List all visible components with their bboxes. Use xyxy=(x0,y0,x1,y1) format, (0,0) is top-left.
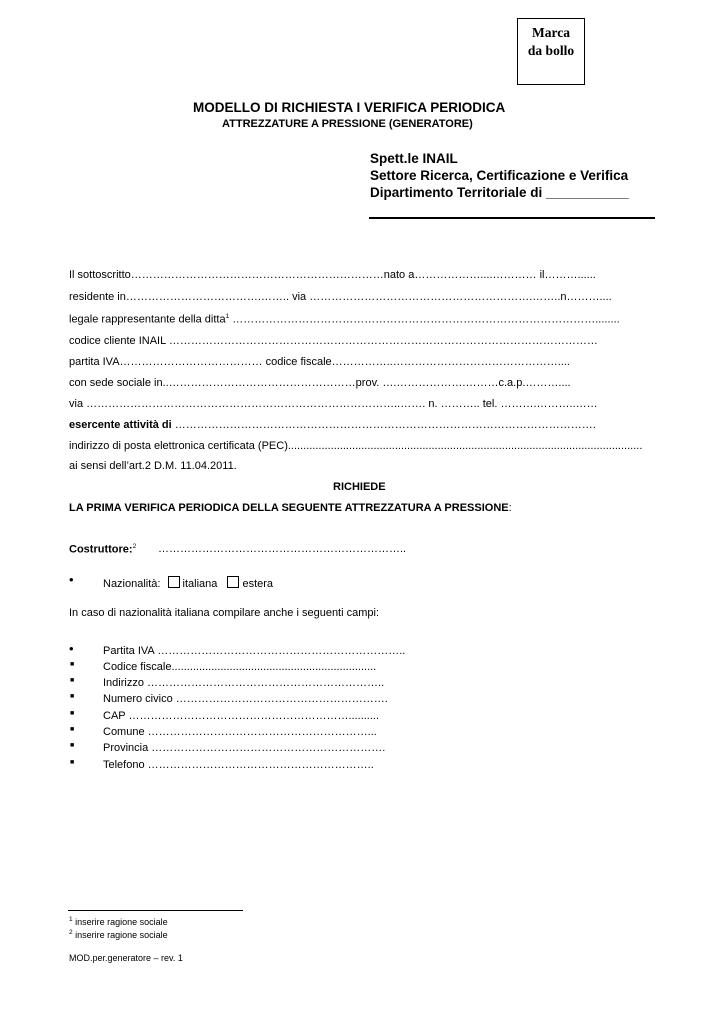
nazionalita-row xyxy=(103,576,273,590)
stamp-line-2: da bollo xyxy=(527,43,575,58)
campo-codice-fiscale[interactable]: Codice fiscale................................................................... xyxy=(103,661,377,673)
stamp-line-1: Marca xyxy=(532,25,570,40)
esercente-label: esercente attività di xyxy=(69,419,172,431)
document-subtitle: ATTREZZATURE A PRESSIONE (GENERATORE) xyxy=(222,118,473,130)
esercente-dots: ……………………………………………………………………………………………………. xyxy=(171,419,596,431)
field-legale-rappresentante[interactable] xyxy=(69,313,620,326)
field-sottoscritto[interactable]: Il sottoscritto……………………………………………………………nato a………………....………… il………...... xyxy=(69,269,596,281)
square-bullet-icon: ■ xyxy=(70,726,75,733)
request-statement-text: LA PRIMA VERIFICA PERIODICA DELLA SEGUENTE ATTREZZATURA A PRESSIONE xyxy=(69,502,509,514)
square-bullet-icon: ■ xyxy=(70,677,75,684)
bullet-icon: • xyxy=(69,572,74,587)
square-bullet-icon: ■ xyxy=(70,661,75,668)
recipient-line-3: Dipartimento Territoriale di ___________ xyxy=(370,185,629,200)
recipient-line-1: Spett.le INAIL xyxy=(370,151,458,166)
campo-provincia[interactable]: Provincia ………………………………………………………. xyxy=(103,742,386,754)
recipient-underline xyxy=(369,217,655,219)
costruttore-label: Costruttore: xyxy=(69,543,133,556)
footnote-1-text: inserire ragione sociale xyxy=(72,917,168,927)
legale-rep-label: legale rappresentante della ditta xyxy=(69,313,226,326)
field-residente[interactable]: residente in……………………………….…….. via …………………………………………………….……..n……….... xyxy=(69,291,612,303)
request-statement-colon: : xyxy=(508,502,512,514)
footnote-1 xyxy=(69,916,168,927)
campo-partita-iva[interactable]: Partita IVA ………………………………………………………….. xyxy=(103,645,406,657)
square-bullet-icon: ■ xyxy=(70,742,75,749)
field-via[interactable]: via …………………………………………………………………………..……. n. ……….. tel. ……….………..…… xyxy=(69,398,598,410)
footnote-1-number: 1 xyxy=(69,916,73,923)
field-sede-sociale[interactable]: con sede sociale in..……………………………………………prov. ….……………….………c.a.p.……….... xyxy=(69,377,571,389)
field-codice-cliente[interactable]: codice cliente INAIL ……………………………………………………………………………………………………… xyxy=(69,335,598,347)
checkbox-estera[interactable] xyxy=(227,576,239,588)
field-esercente[interactable] xyxy=(69,419,596,431)
footnote-2-text: inserire ragione sociale xyxy=(72,930,168,940)
square-bullet-icon: ■ xyxy=(70,759,75,766)
footnote-ref-1: 1 xyxy=(225,313,230,320)
richiede-heading: RICHIEDE xyxy=(333,481,386,493)
footnote-ref-2: 2 xyxy=(132,543,137,550)
form-code: MOD.per.generatore – rev. 1 xyxy=(69,953,183,963)
option-estera-label: estera xyxy=(242,578,274,590)
campo-indirizzo[interactable]: Indirizzo ……………………………………………………….. xyxy=(103,677,385,689)
recipient-block xyxy=(370,150,629,201)
stamp-box xyxy=(517,18,585,85)
italian-fields-note: In caso di nazionalità italiana compilare anche i seguenti campi: xyxy=(69,607,380,619)
square-bullet-icon: ■ xyxy=(70,693,75,700)
campo-cap[interactable]: CAP …………………………………………………….......... xyxy=(103,710,380,722)
nazionalita-label: Nazionalità: xyxy=(103,578,161,590)
option-italiana-label: italiana xyxy=(182,578,218,590)
document-title: MODELLO DI RICHIESTA I VERIFICA PERIODICA xyxy=(193,100,506,115)
recipient-line-2: Settore Ricerca, Certificazione e Verifica xyxy=(370,168,629,183)
field-partita-iva-codice-fiscale[interactable]: partita IVA………………………………… codice fiscale……………..……………………………………….... xyxy=(69,356,570,368)
costruttore-dots: ………………………………………………………….. xyxy=(158,543,407,555)
legale-rep-dots: ………………………………………………………………………………………........ xyxy=(229,313,620,326)
footnote-2 xyxy=(69,929,168,940)
request-statement xyxy=(69,502,512,514)
checkbox-italiana[interactable] xyxy=(168,576,180,588)
footnote-2-number: 2 xyxy=(69,929,73,936)
field-pec[interactable]: indirizzo di posta elettronica certificata (PEC).................................................................................................................... xyxy=(69,440,643,452)
footnote-separator xyxy=(68,910,243,911)
legal-reference: ai sensi dell’art.2 D.M. 11.04.2011. xyxy=(69,460,237,472)
campo-comune[interactable]: Comune ……………………………………………………... xyxy=(103,726,377,738)
campo-numero-civico[interactable]: Numero civico …………………………………………………. xyxy=(103,693,388,705)
bullet-icon: • xyxy=(69,641,74,656)
field-costruttore[interactable] xyxy=(69,543,136,556)
campo-telefono[interactable]: Telefono …………………………………………………….. xyxy=(103,759,374,771)
square-bullet-icon: ■ xyxy=(70,710,75,717)
